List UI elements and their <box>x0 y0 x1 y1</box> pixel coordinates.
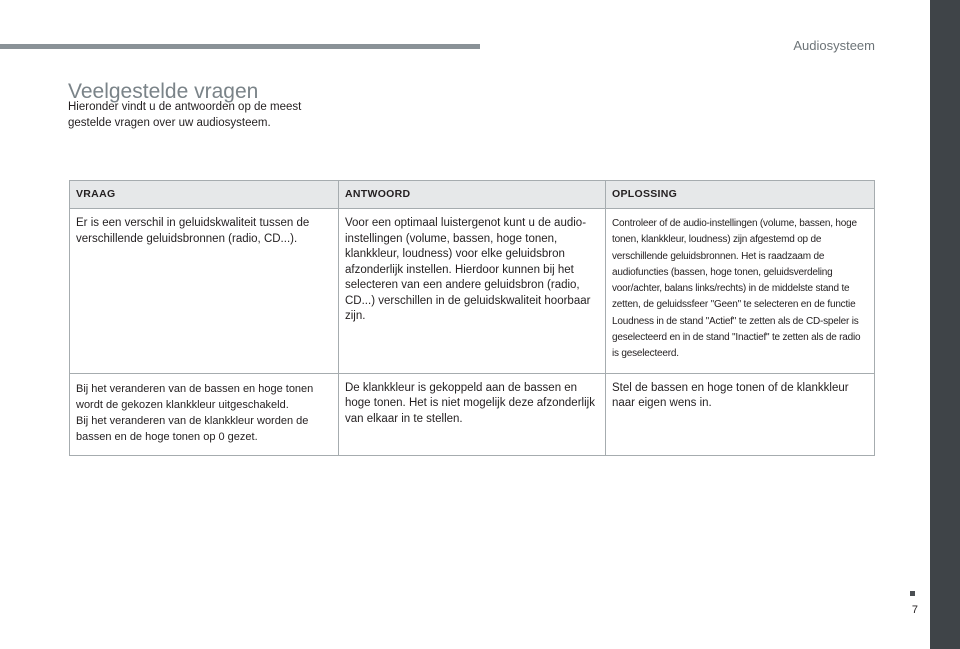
solution-cell: Controleer of de audio-instellingen (volume, bassen, hoge tonen, klankkleur, loudness) zijn afgestemd op de verschillende geluidsbronnen. Het is raadzaam de audiofuncties (bassen, hoge tonen, geluidsverdeling voor/achter, balans links/rechts) in de middelste stand te zetten, de geluidssfeer "Geen" te selecteren en de functie Loudness in de stand "Actief" te zetten als de CD-speler is geselecteerd en in de stand "Inactief" te zetten als de radio is geselecteerd. <box>606 209 875 374</box>
header-rule <box>0 44 480 49</box>
table-row <box>70 209 875 374</box>
column-header-answer: ANTWOORD <box>339 181 606 209</box>
page-number: 7 <box>911 604 918 616</box>
question-line: Bij het veranderen van de klankkleur worden de bassen en de hoge tonen op 0 gezet. <box>76 414 309 443</box>
section-label: Audiosysteem <box>793 38 875 53</box>
table-header-row <box>70 181 875 209</box>
answer-cell: Voor een optimaal luistergenot kunt u de audio-instellingen (volume, bassen, hoge tonen, klankkleur, loudness) voor elke geluidsbron afzonderlijk instellen. Hierdoor kunnen bij het selecteren van een andere geluidsbron (radio, CD...) verschillen in de geluidskwaliteit hoorbaar zijn. <box>339 209 606 374</box>
page-marker <box>910 591 915 596</box>
column-header-question: VRAAG <box>70 181 339 209</box>
solution-cell: Stel de bassen en hoge tonen of de klankkleur naar eigen wens in. <box>606 373 875 455</box>
question-line: Bij het veranderen van de bassen en hoge tonen wordt de gekozen klankkleur uitgeschakeld. <box>76 382 314 411</box>
faq-table <box>69 180 875 456</box>
side-bar <box>930 0 960 649</box>
column-header-solution: OPLOSSING <box>606 181 875 209</box>
question-cell <box>70 373 339 455</box>
table-row <box>70 373 875 455</box>
intro-text: Hieronder vindt u de antwoorden op de meest gestelde vragen over uw audiosysteem. <box>68 101 302 129</box>
page-title: Veelgestelde vragen <box>68 80 259 104</box>
question-cell: Er is een verschil in geluidskwaliteit tussen de verschillende geluidsbronnen (radio, CD...). <box>70 209 339 374</box>
answer-cell: De klankkleur is gekoppeld aan de bassen en hoge tonen. Het is niet mogelijk deze afzonderlijk van elkaar in te stellen. <box>339 373 606 455</box>
